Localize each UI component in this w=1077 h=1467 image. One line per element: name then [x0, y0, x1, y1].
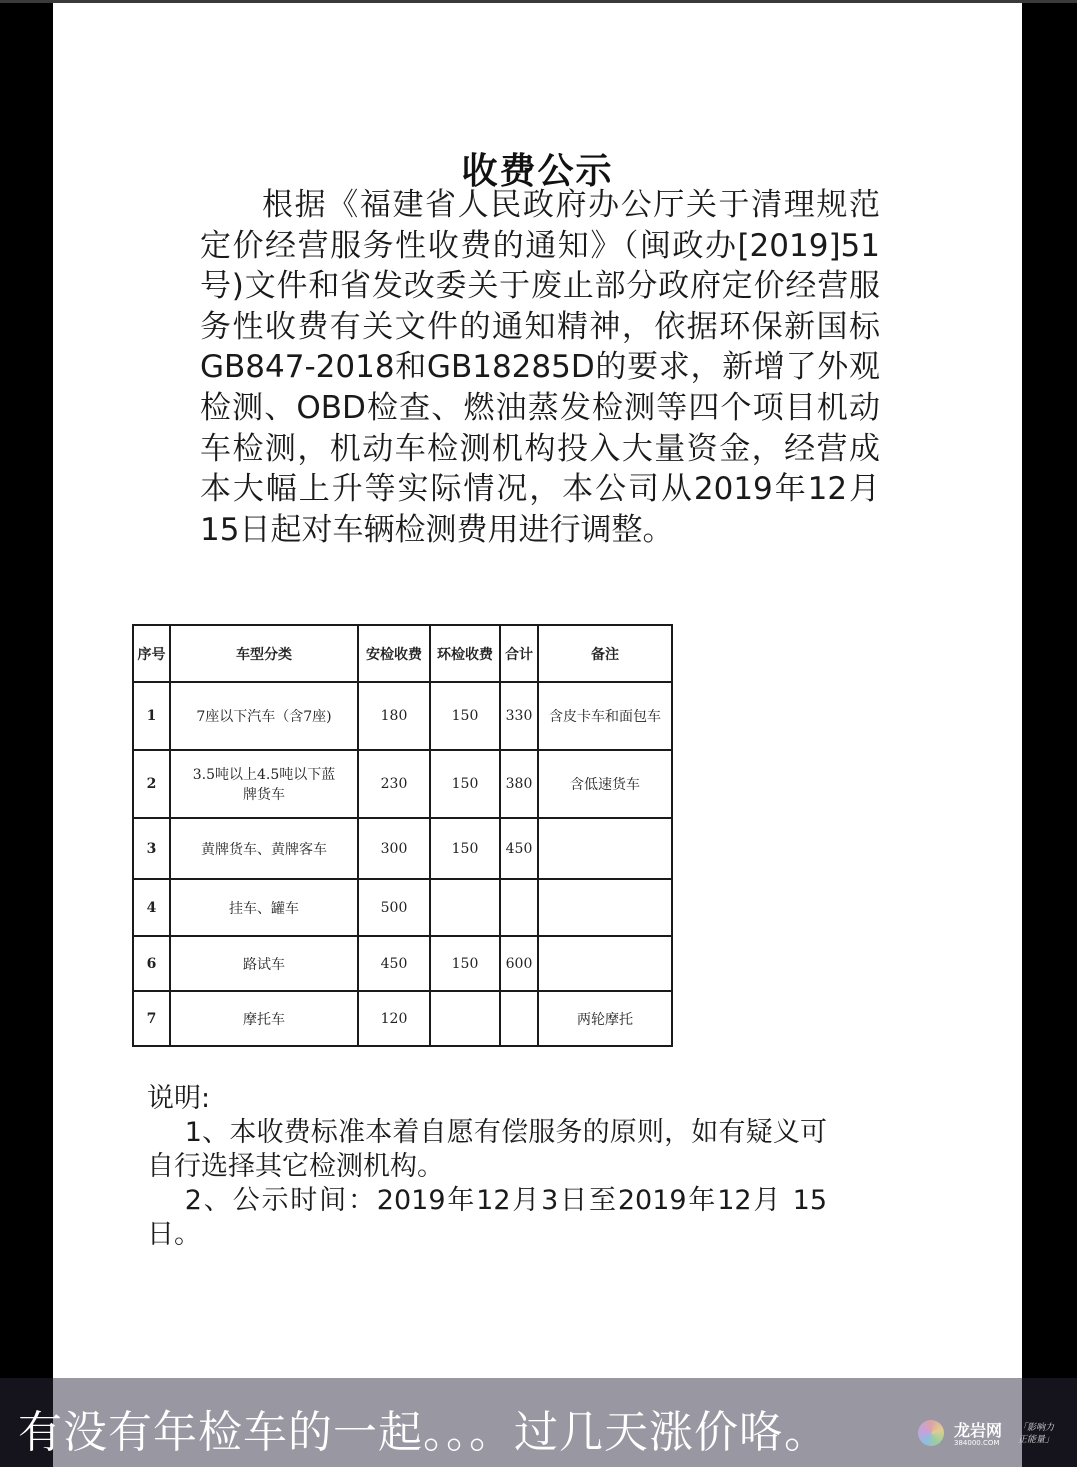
document-title: 收费公示	[461, 151, 614, 192]
cell-total: 600	[500, 936, 538, 991]
table-row	[133, 879, 672, 936]
cell-total: 450	[500, 818, 538, 879]
header-remark: 备注	[538, 625, 672, 682]
table-row	[133, 818, 672, 879]
table-row	[133, 936, 672, 991]
cell-no: 3	[133, 818, 170, 879]
cell-total: 330	[500, 682, 538, 750]
cell-remark: 含低速货车	[538, 750, 672, 818]
cell-total: 380	[500, 750, 538, 818]
cell-no: 1	[133, 682, 170, 750]
cell-safety-fee: 450	[358, 936, 430, 991]
colorful-circle-logo-icon	[918, 1420, 944, 1446]
cell-safety-fee: 500	[358, 879, 430, 936]
cell-no: 4	[133, 879, 170, 936]
cell-env-fee	[430, 879, 500, 936]
cell-env-fee: 150	[430, 818, 500, 879]
fee-table	[132, 624, 673, 1047]
cell-vehicle-type: 3.5吨以上4.5吨以下蓝牌货车	[170, 750, 358, 818]
cell-total	[500, 879, 538, 936]
cell-no: 7	[133, 991, 170, 1046]
header-safety-fee: 安检收费	[358, 625, 430, 682]
notes-heading: 说明:	[147, 1083, 211, 1114]
header-env-fee: 环检收费	[430, 625, 500, 682]
cell-safety-fee: 120	[358, 991, 430, 1046]
note-item-2: 2、公示时间：2019年12月3日至2019年12月 15日。	[147, 1185, 827, 1250]
table-row	[133, 991, 672, 1046]
cell-vehicle-type: 路试车	[170, 936, 358, 991]
cell-remark	[538, 879, 672, 936]
cell-remark: 两轮摩托	[538, 991, 672, 1046]
slogan-line-2: 正能量」	[1018, 1435, 1055, 1445]
caption-text: 有没有年检车的一起。。。过几天涨价咯。	[18, 1407, 829, 1458]
body-paragraph: 根据《福建省人民政府办公厅关于清理规范定价经营服务性收费的通知》（闽政办[2019]51号)文件和省发改委关于废止部分政府定价经营服务性收费有关文件的通知精神，依据环保新国标GB847-2018和GB18285D的要求，新增了外观检测、OBD检查、燃油蒸发检测等四个项目机动车检测，机动车检测机构投入大量资金，经营成本大幅上升等实际情况，本公司从2019年12月15日起对车辆检测费用进行调整。	[200, 187, 880, 548]
table-header-row	[133, 625, 672, 682]
cell-env-fee	[430, 991, 500, 1046]
cell-vehicle-type: 挂车、罐车	[170, 879, 358, 936]
header-vehicle-type: 车型分类	[170, 625, 358, 682]
cell-safety-fee: 300	[358, 818, 430, 879]
cell-safety-fee: 180	[358, 682, 430, 750]
cell-remark: 含皮卡车和面包车	[538, 682, 672, 750]
watermark-slogan	[1018, 1422, 1068, 1446]
cell-no: 2	[133, 750, 170, 818]
note-item-1: 1、本收费标准本着自愿有偿服务的原则，如有疑义可自行选择其它检测机构。	[147, 1117, 827, 1182]
cell-remark	[538, 818, 672, 879]
table-row	[133, 682, 672, 750]
cell-remark	[538, 936, 672, 991]
header-no: 序号	[133, 625, 170, 682]
cell-env-fee: 150	[430, 682, 500, 750]
document-body	[200, 185, 880, 550]
cell-vehicle-type: 7座以下汽车（含7座)	[170, 682, 358, 750]
cell-vehicle-type: 黄牌货车、黄牌客车	[170, 818, 358, 879]
slogan-line-1: 「影响力	[1018, 1423, 1055, 1433]
cell-env-fee: 150	[430, 750, 500, 818]
cell-no: 6	[133, 936, 170, 991]
notes-section	[147, 1082, 827, 1252]
cell-env-fee: 150	[430, 936, 500, 991]
header-total: 合计	[500, 625, 538, 682]
cell-total	[500, 991, 538, 1046]
watermark-url: 384000.COM	[954, 1439, 1000, 1447]
table-row	[133, 750, 672, 818]
cell-vehicle-type: 摩托车	[170, 991, 358, 1046]
watermark-logo	[918, 1418, 1018, 1452]
cell-safety-fee: 230	[358, 750, 430, 818]
watermark-name: 龙岩网	[954, 1421, 1003, 1440]
